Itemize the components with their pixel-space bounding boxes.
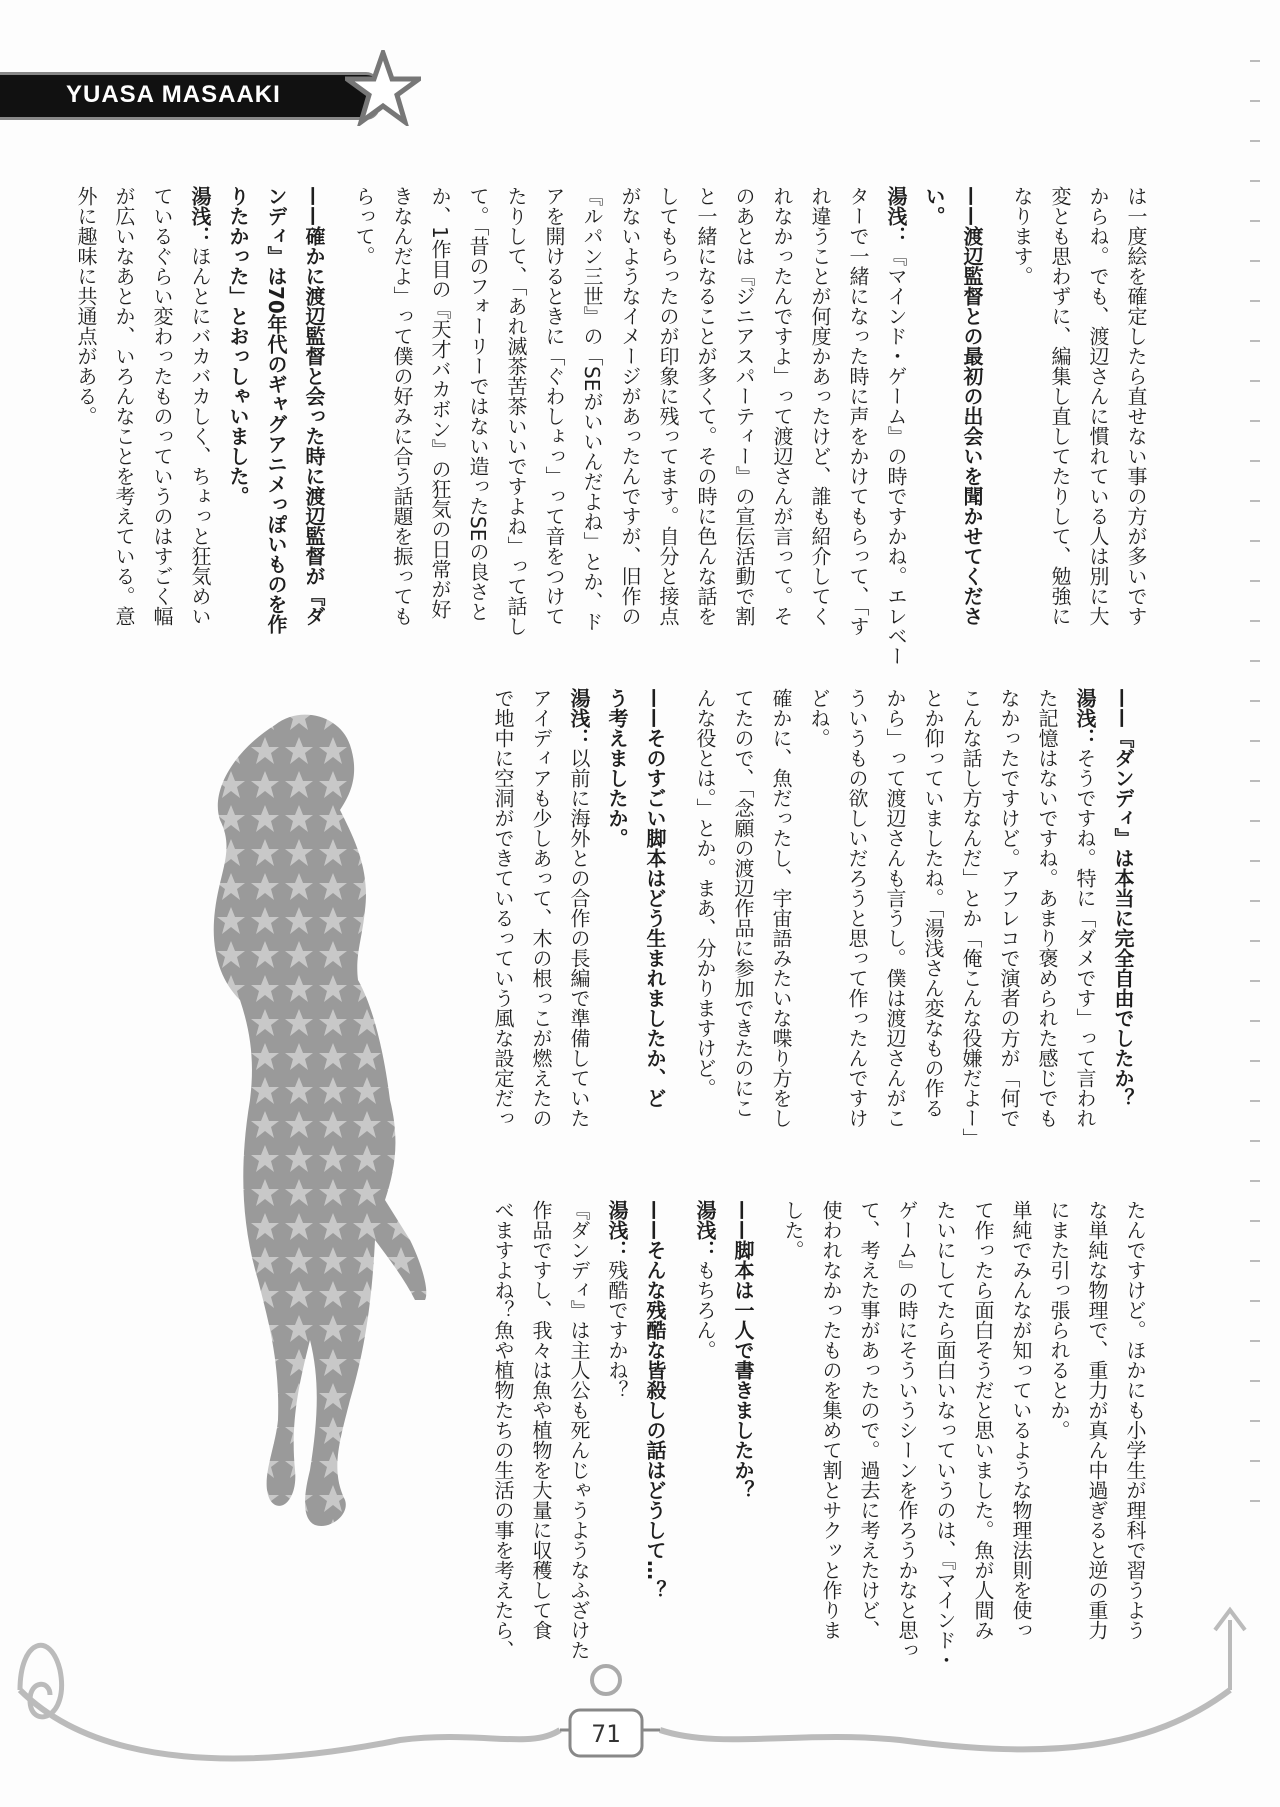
text-line: どね。 — [807, 688, 831, 748]
paragraph — [1003, 186, 1155, 636]
text-line: とか仰っていましたね。「湯浅さん変なもの作る — [921, 688, 945, 1118]
text-line: してもらったのが印象に残ってます。自分と接点 — [656, 186, 680, 626]
text-line: 変とも思わずに、編集し直してたりして、勉強に — [1048, 186, 1072, 626]
text-line: 湯浅：ほんとにバカバカしく、ちょっと狂気めい — [188, 186, 212, 626]
bottom-ornament-border — [0, 1580, 1280, 1807]
interview-answer — [67, 186, 219, 636]
text-line: んな役とは。」とか。まあ、分かりますけど。 — [693, 688, 717, 1098]
text-line: から」って渡辺さんも言うし。僕は渡辺さんがこ — [883, 688, 907, 1128]
text-line: らって。 — [352, 186, 376, 266]
text-line: 確かに、魚だったし、宇宙語みたいな喋り方をし — [769, 688, 793, 1128]
text-line: ういうもの欲しいだろうと思って作ったんですけ — [845, 688, 869, 1128]
text-line: ——脚本は一人で書きましたか？ — [731, 1200, 755, 1500]
text-line: れなかったんですよ」って渡辺さんが言って。そ — [770, 186, 794, 626]
interview-question — [598, 688, 674, 1138]
title-banner — [0, 72, 380, 120]
interview-answer — [345, 186, 915, 666]
interview-answer — [484, 688, 598, 1138]
text-line: て、考えた事があったので。過去に考えたけど、 — [857, 1200, 881, 1640]
text-line: 湯浅：もちろん。 — [693, 1200, 717, 1360]
text-line: りたかった」とおっしゃいました。 — [226, 186, 250, 506]
speaker-label: 湯浅： — [567, 688, 591, 748]
text-line: アを開けるときに「ぐわしょっ」って音をつけて — [542, 186, 566, 626]
text-line: てたので、「念願の渡辺作品に参加できたのにこ — [731, 688, 755, 1118]
text-line: にまた引っ張られるとか。 — [1047, 1200, 1071, 1440]
text-line: ——渡辺監督との最初の出会いを聞かせてくださ — [960, 186, 984, 626]
text-line: で地中に空洞ができているっていう風な設定だっ — [491, 688, 515, 1128]
speaker-label: 湯浅： — [1073, 688, 1097, 748]
article-text-top — [67, 186, 1155, 666]
text-line: なります。 — [1010, 186, 1034, 286]
text-line: ——『ダンディ』は本当に完全自由でしたか？ — [1111, 688, 1135, 1108]
text-line: 外に趣味に共通点がある。 — [74, 186, 98, 426]
text-line: は一度絵を確定したら直せない事の方が多いです — [1124, 186, 1148, 626]
text-line: 湯浅：残酷ですかね？ — [605, 1200, 629, 1400]
text-line: て。「昔のフォーリーではない造ったSEの良さと — [466, 186, 490, 622]
text-line: 湯浅：『マインド・ゲーム』の時ですかね。エレベー — [884, 186, 908, 666]
text-line: 作品ですし、我々は魚や植物を大量に収穫して食 — [529, 1200, 553, 1640]
text-line: 使われなかったものを集めて割とサクッと作りま — [819, 1200, 843, 1640]
text-line: ——そんな残酷な皆殺しの話はどうして…？ — [643, 1200, 667, 1600]
text-line: ——そのすごい脚本はどう生まれましたか、ど — [643, 688, 667, 1108]
text-line: 湯浅：そうですね。特に「ダメです」って言われ — [1073, 688, 1097, 1128]
text-line: アイディアも少しあって、木の根っこが燃えたの — [529, 688, 553, 1128]
silhouette-body — [214, 715, 427, 1526]
star-icon — [345, 50, 421, 126]
text-line: からね。でも、渡辺さんに慣れている人は別に大 — [1086, 186, 1110, 626]
text-line: な単純な物理で、重力が真ん中過ぎると逆の重力 — [1085, 1200, 1109, 1640]
text-line: きなんだよ」って僕の好みに合う話題を振っても — [390, 186, 414, 626]
text-line: べますよね？魚や植物たちの生活の事を考えたら、 — [491, 1200, 515, 1660]
text-line: ターで一緒になった時に声をかけてもらって、「す — [846, 186, 870, 636]
paragraph — [686, 688, 800, 1138]
text-line: 湯浅：以前に海外との合作の長編で準備していた — [567, 688, 591, 1128]
ornament-circle — [592, 1666, 620, 1694]
text-line: なかったですけど。アフレコで演者の方が「何で — [997, 688, 1021, 1128]
text-line: い。 — [922, 186, 946, 226]
text-line: がないようなイメージがあったんですが、旧作の — [618, 186, 642, 626]
speaker-label: 湯浅： — [693, 1200, 717, 1260]
text-line: れ違うことが何度かあったけど、誰も紹介してく — [808, 186, 832, 626]
text-line: たりして、「あれ滅茶苦茶いいですよね」って話し — [504, 186, 528, 636]
interview-question — [1104, 688, 1142, 1138]
text-line: た記憶はないですね。あまり褒められた感じでも — [1035, 688, 1059, 1128]
banner-title: YUASA MASAAKI — [66, 81, 281, 108]
text-line: した。 — [781, 1200, 805, 1260]
text-line: と一緒になることが多くて。その時に色んな話を — [694, 186, 718, 626]
text-line: 『ルパン三世』の「SEがいいんだよね」とか、ド — [580, 186, 604, 632]
text-line: のあとは『ジニアスパーティー』の宣伝活動で割 — [732, 186, 756, 626]
text-line: ているぐらい変わったものっていうのはすごく幅 — [150, 186, 174, 626]
edge-decoration — [1246, 60, 1266, 1560]
text-line: ゲーム』の時にそういうシーンを作ろうかなと思っ — [895, 1200, 919, 1660]
speaker-label: 湯浅： — [884, 186, 908, 246]
interview-question — [219, 186, 333, 636]
article-text-middle — [484, 688, 1154, 1148]
text-line: 単純でみんなが知っているような物理法則を使っ — [1009, 1200, 1033, 1640]
speaker-label: 湯浅： — [605, 1200, 629, 1260]
text-line: たいにしてたら面白いなっていうのは、『マインド・ — [933, 1200, 957, 1670]
star-pattern-silhouette-figure — [180, 700, 440, 1540]
speaker-label: 湯浅： — [188, 186, 212, 246]
text-line: が広いなあとか、いろんなことを考えている。意 — [112, 186, 136, 626]
page-number: 71 — [591, 1720, 621, 1748]
text-line: たんですけど。ほかにも小学生が理科で習うよう — [1123, 1200, 1147, 1640]
text-line: こんな話し方なんだ」とか「俺こんな役嫌だよー」 — [959, 688, 983, 1148]
text-line: 『ダンディ』は主人公も死んじゃうようなふざけた — [567, 1200, 591, 1660]
interview-question — [915, 186, 991, 636]
text-line: か、1作目の『天才バカボン』の狂気の日常が好 — [428, 186, 452, 619]
text-line: ——確かに渡辺監督と会った時に渡辺監督が『ダ — [302, 186, 326, 626]
text-line: う考えましたか。 — [605, 688, 629, 848]
text-line: ンディ』は70年代のギャグアニメっぽいものを作 — [264, 186, 288, 634]
interview-answer — [800, 688, 1104, 1148]
text-line: て作ったら面白そうだと思いました。魚が人間み — [971, 1200, 995, 1640]
